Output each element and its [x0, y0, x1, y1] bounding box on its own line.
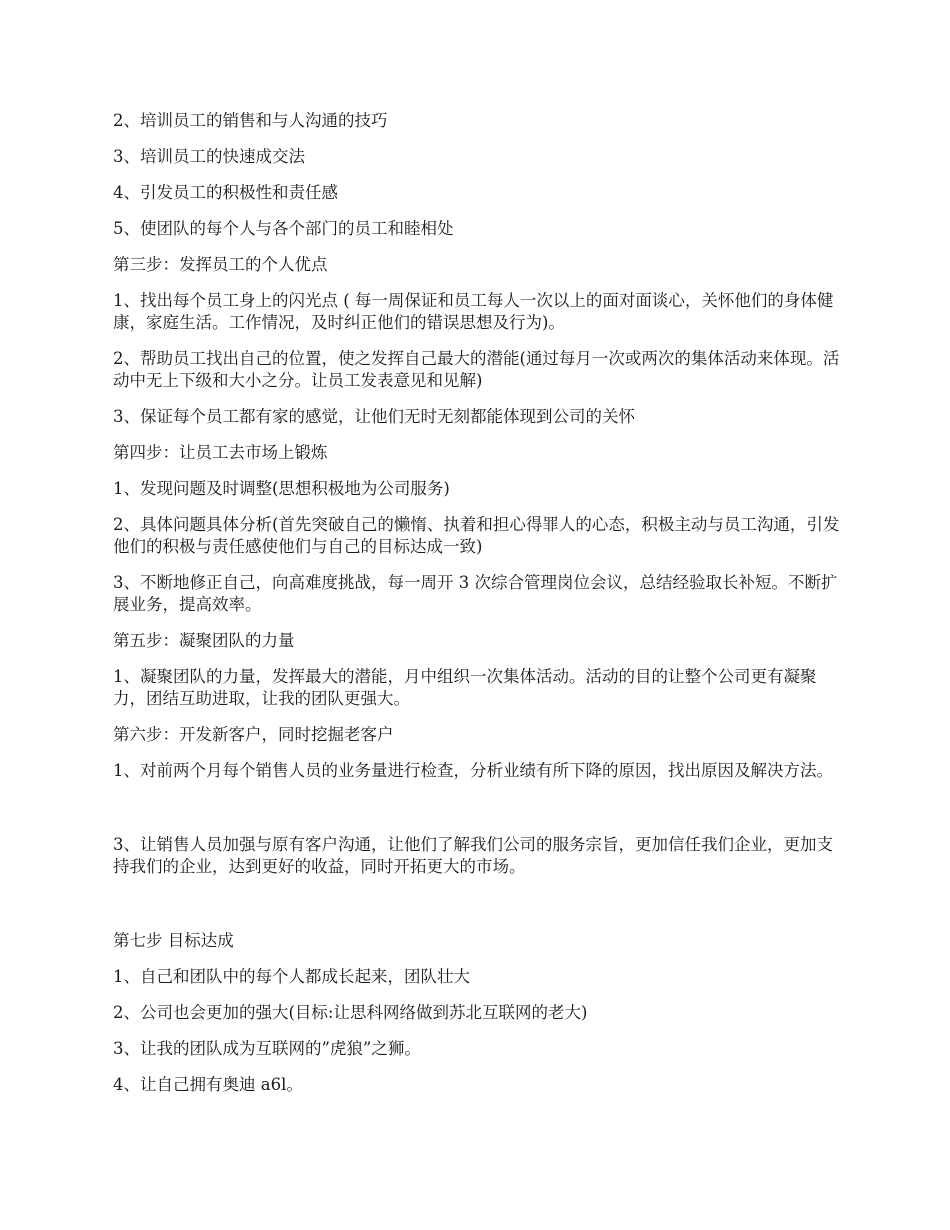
list-item: 4、让自己拥有奥迪 a6l。	[113, 1075, 303, 1094]
list-item: 1、自己和团队中的每个人都成长起来，团队壮大	[113, 967, 470, 986]
list-item: 2、培训员工的销售和与人沟通的技巧	[113, 111, 388, 130]
list-item: 3、让销售人员加强与原有客户沟通，让他们了解我们公司的服务宗旨，更加信任我们企业，更加支持我们的企业，达到更好的收益，同时开拓更大的市场。	[113, 835, 833, 876]
list-item: 3、保证每个员工都有家的感觉，让他们无时无刻都能体现到公司的关怀	[113, 407, 635, 426]
list-item: 3、培训员工的快速成交法	[113, 147, 305, 166]
list-item: 1、凝聚团队的力量，发挥最大的潜能，月中组织一次集体活动。活动的目的让整个公司更有凝聚力，团结互助进取，让我的团队更强大。	[113, 667, 817, 708]
list-item: 2、具体问题具体分析(首先突破自己的懒惰、执着和担心得罪人的心态，积极主动与员工沟通，引发他们的积极与责任感使他们与自己的目标达成一致)	[113, 515, 840, 556]
list-item: 1、对前两个月每个销售人员的业务量进行检查，分析业绩有所下降的原因，找出原因及解决方法。	[113, 761, 833, 780]
document-body	[113, 110, 843, 1110]
section-heading: 第四步：让员工去市场上锻炼	[113, 443, 328, 462]
list-item: 5、使团队的每个人与各个部门的员工和睦相处	[113, 219, 454, 238]
list-item: 2、公司也会更加的强大(目标:让思科网络做到苏北互联网的老大)	[113, 1003, 588, 1022]
list-item: 3、不断地修正自己，向高难度挑战，每一周开 3 次综合管理岗位会议，总结经验取长补短。不断扩展业务，提高效率。	[113, 573, 838, 614]
section-heading: 第三步：发挥员工的个人优点	[113, 255, 328, 274]
list-item: 4、引发员工的积极性和责任感	[113, 183, 338, 202]
list-item: 3、让我的团队成为互联网的”虎狼”之狮。	[113, 1039, 421, 1058]
list-item: 2、帮助员工找出自己的位置，使之发挥自己最大的潜能(通过每月一次或两次的集体活动来体现。活动中无上下级和大小之分。让员工发表意见和见解)	[113, 349, 840, 390]
section-heading: 第五步：凝聚团队的力量	[113, 631, 295, 650]
section-heading: 第六步：开发新客户，同时挖掘老客户	[113, 725, 394, 744]
list-item: 1、找出每个员工身上的闪光点 ( 每一周保证和员工每人一次以上的面对面谈心，关怀他们的身体健康，家庭生活。工作情况，及时纠正他们的错误思想及行为)。	[113, 291, 834, 332]
list-item: 1、发现问题及时调整(思想积极地为公司服务)	[113, 479, 450, 498]
section-heading: 第七步 目标达成	[113, 931, 234, 950]
